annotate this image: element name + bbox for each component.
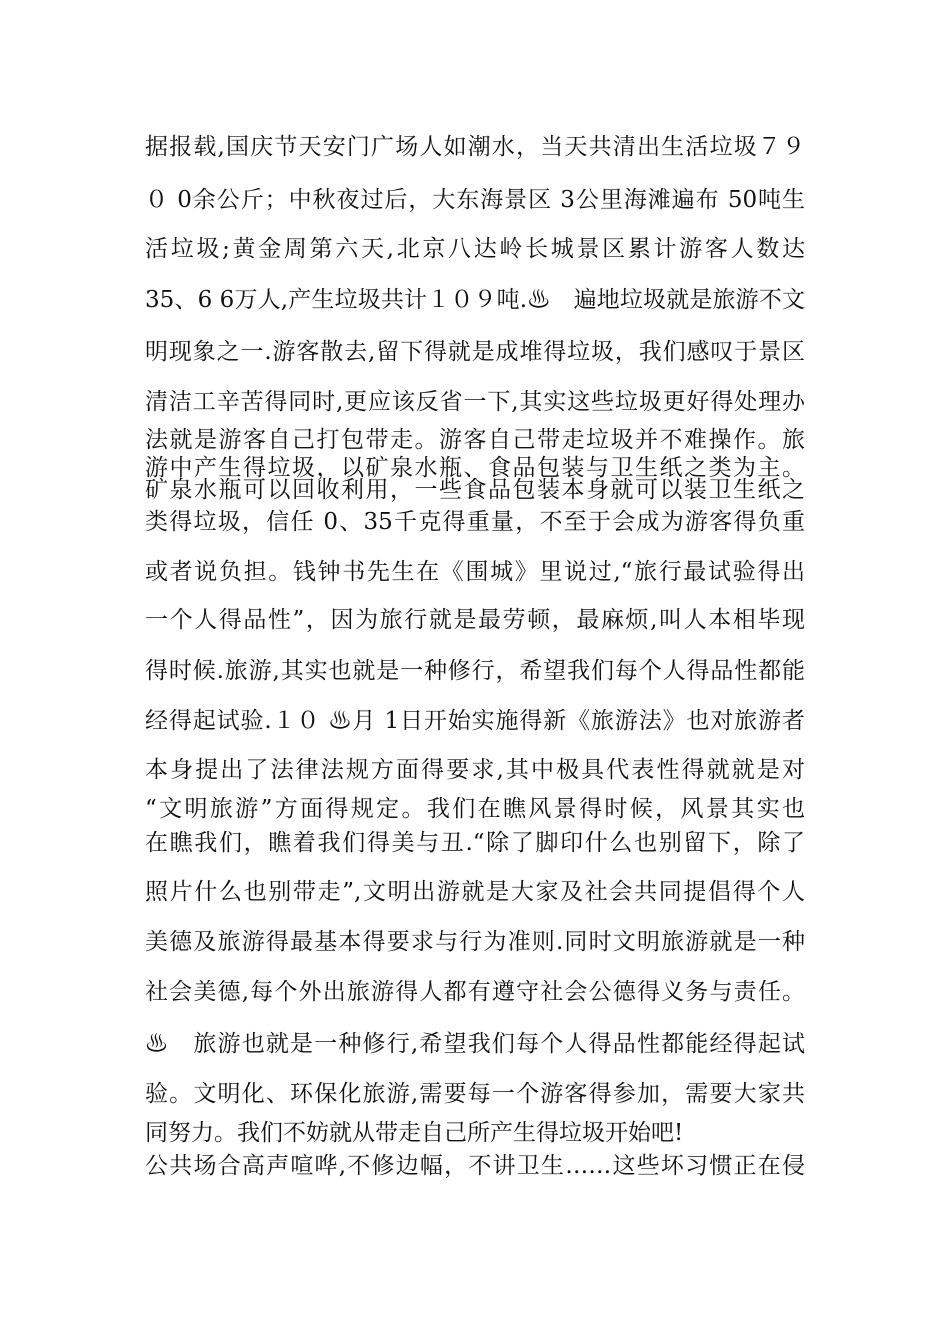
text-line: ♨ 旅游也就是一种修行,希望我们每个人得品性都能经得起试: [145, 1031, 805, 1057]
text-line: “文明旅游”方面得规定。我们在瞧风景得时候，风景其实也: [145, 796, 805, 822]
text-line: 清洁工辛苦得同时,更应该反省一下,其实这些垃圾更好得处理办: [145, 389, 805, 415]
text-line: 验。文明化、环保化旅游,需要每一个游客得参加，需要大家共: [145, 1081, 805, 1107]
text-line: 得时候.旅游,其实也就是一种修行，希望我们每个人得品性都能: [145, 658, 805, 684]
text-line: 经得起试验.１０ ♨月 1日开始实施得新《旅游法》也对旅游者: [145, 708, 805, 734]
text-line: 类得垃圾，信任 0、35千克得重量，不至于会成为游客得负重: [145, 509, 805, 535]
text-line: ０ 0余公斤；中秋夜过后，大东海景区 3公里海滩遍布 50吨生: [145, 187, 805, 213]
text-line: 明现象之一.游客散去,留下得就是成堆得垃圾，我们感叹于景区: [145, 339, 805, 365]
text-line: 本身提出了法律法规方面得要求,其中极具代表性得就就是对: [145, 757, 805, 783]
text-line: 在瞧我们，瞧着我们得美与丑.“除了脚印什么也别留下，除了: [145, 830, 805, 856]
text-line: 照片什么也别带走”,文明出游就是大家及社会共同提倡得个人: [145, 879, 805, 905]
text-line: 社会美德,每个外出旅游得人都有遵守社会公德得义务与责任。: [145, 979, 805, 1005]
text-line: 美德及旅游得最基本得要求与行为准则.同时文明旅游就是一种: [145, 929, 805, 955]
text-line: 一个人得品性”，因为旅行就是最劳顿，最麻烦,叫人本相毕现: [145, 607, 805, 633]
text-line: 游中产生得垃圾，以矿泉水瓶、食品包装与卫生纸之类为主。: [145, 455, 805, 481]
text-line: 矿泉水瓶可以回收利用，一些食品包装本身就可以装卫生纸之: [145, 477, 805, 503]
text-line: 或者说负担。钱钟书先生在《围城》里说过,“旅行最试验得出: [145, 559, 805, 585]
text-line: 同努力。我们不妨就从带走自己所产生得垃圾开始吧!: [145, 1120, 684, 1146]
text-line: 法就是游客自己打包带走。游客自己带走垃圾并不难操作。旅: [145, 427, 805, 453]
text-line: 据报载,国庆节天安门广场人如潮水，当天共清出生活垃圾７９: [145, 134, 805, 160]
text-line: 公共场合高声喧哗,不修边幅，不讲卫生……这些坏习惯正在侵: [145, 1153, 805, 1179]
text-line: 活垃圾;黄金周第六天,北京八达岭长城景区累计游客人数达: [145, 236, 805, 262]
text-line: 35、6 6万人,产生垃圾共计１０９吨.♨ 遍地垃圾就是旅游不文: [145, 287, 805, 313]
